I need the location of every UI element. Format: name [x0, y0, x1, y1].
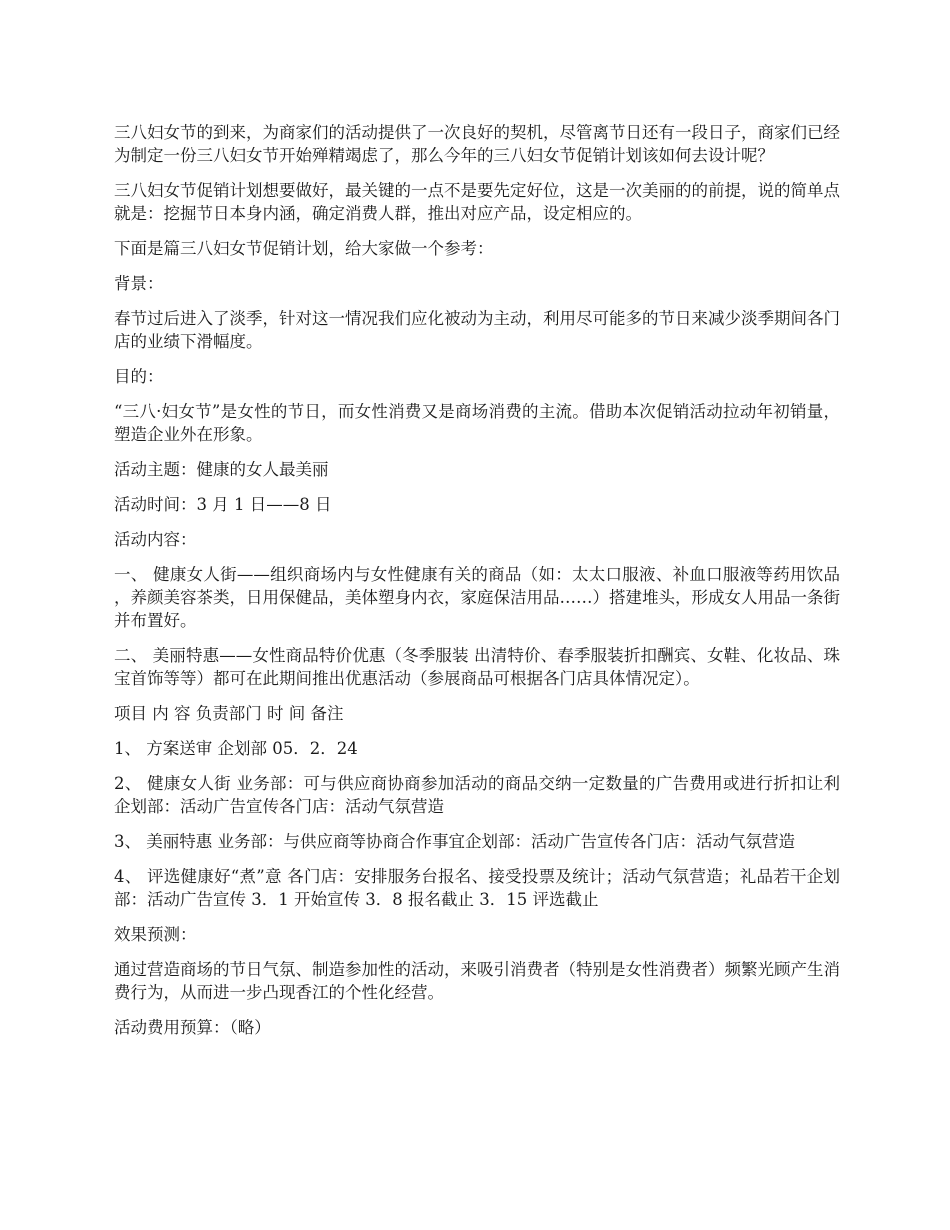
content-item-1: 一、 健康女人街——组织商场内与女性健康有关的商品（如：太太口服液、补血口服液等药用饮品，养颜美容茶类，日用保健品，美体塑身内衣，家庭保洁用品……）搭建堆头，形成女人用品一条街并布置好。 [114, 565, 840, 630]
schedule-row-2: 2、 健康女人街 业务部：可与供应商协商参加活动的商品交纳一定数量的广告费用或进行折扣让利企划部：活动广告宣传各门店：活动气氛营造 [114, 774, 840, 816]
activity-theme: 活动主题：健康的女人最美丽 [114, 460, 329, 479]
budget-line: 活动费用预算：（略） [114, 1018, 271, 1037]
section-heading-background: 背景： [114, 274, 164, 293]
activity-time: 活动时间：3 月 1 日——8 日 [114, 495, 332, 514]
background-paragraph: 春节过后进入了淡季，针对这一情况我们应化被动为主动，利用尽可能多的节日来减少淡季期间各门店的业绩下滑幅度。 [114, 309, 840, 351]
forecast-paragraph: 通过营造商场的节日气氛、制造参加性的活动，来吸引消费者（特别是女性消费者）频繁光顾产生消费行为，从而进一步凸现香江的个性化经营。 [114, 960, 840, 1002]
schedule-row-4: 4、 评选健康好“煮”意 各门店：安排服务台报名、接受投票及统计；活动气氛营造；礼品若干企划部：活动广告宣传 3．1 开始宣传 3．8 报名截止 3．15 评选截止 [114, 867, 840, 909]
section-heading-content: 活动内容： [114, 530, 197, 549]
intro-paragraph: 三八妇女节的到来，为商家们的活动提供了一次良好的契机，尽管离节日还有一段日子，商家们已经为制定一份三八妇女节开始殚精竭虑了，那么今年的三八妇女节促销计划该如何去设计呢？ [114, 123, 840, 165]
intro-paragraph-3: 下面是篇三八妇女节促销计划，给大家做一个参考： [114, 239, 494, 258]
purpose-paragraph: “三八·妇女节”是女性的节日，而女性消费又是商场消费的主流。借助本次促销活动拉动年初销量，塑造企业外在形象。 [114, 402, 840, 444]
section-heading-purpose: 目的： [114, 367, 164, 386]
document-body [114, 121, 840, 1051]
schedule-header: 项目 内 容 负责部门 时 间 备注 [114, 704, 344, 723]
content-item-2: 二、 美丽特惠——女性商品特价优惠（冬季服装 出清特价、春季服装折扣酬宾、女鞋、化妆品、珠宝首饰等等）都可在此期间推出优惠活动（参展商品可根据各门店具体情况定）。 [114, 646, 840, 688]
section-heading-forecast: 效果预测： [114, 925, 197, 944]
schedule-row-3: 3、 美丽特惠 业务部：与供应商等协商合作事宜企划部：活动广告宣传各门店：活动气氛营造 [114, 832, 795, 851]
schedule-row-1: 1、 方案送审 企划部 05．2．24 [114, 739, 358, 758]
intro-paragraph-2: 三八妇女节促销计划想要做好，最关键的一点不是要先定好位，这是一次美丽的的前提，说的简单点就是：挖掘节日本身内涵，确定消费人群，推出对应产品，设定相应的。 [114, 181, 840, 223]
